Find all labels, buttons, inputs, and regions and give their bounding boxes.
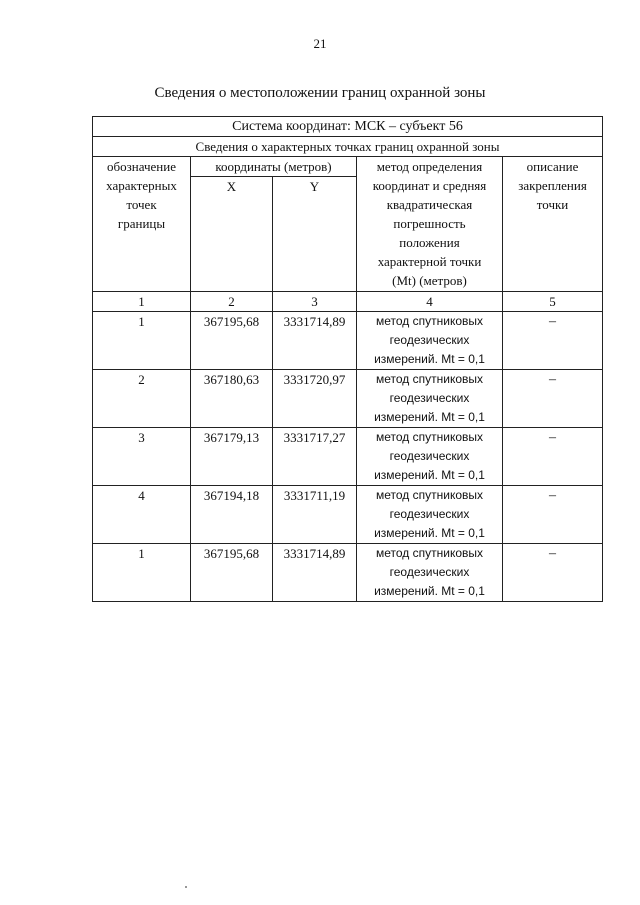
column-header-row [93, 157, 603, 177]
coordinates-column-header: координаты (метров) [191, 157, 357, 177]
page-number: 21 [313, 36, 327, 51]
x-coordinate: 367195,68 [191, 544, 273, 602]
y-column-header: Y [273, 177, 357, 292]
designation-column-header: обозначение характерных точек границы [93, 157, 191, 292]
description-column-header: описание закрепления точки [503, 157, 603, 292]
boundary-points-table [92, 116, 603, 602]
method-description: метод спутниковых геодезических измерений. Mt = 0,1 [357, 544, 503, 602]
column-number-row [93, 292, 603, 312]
x-coordinate: 367195,68 [191, 312, 273, 370]
y-coordinate: 3331711,19 [273, 486, 357, 544]
method-description: метод спутниковых геодезических измерений. Mt = 0,1 [357, 312, 503, 370]
coordinate-system-header: Система координат: МСК – субъект 56 [93, 117, 603, 137]
method-description: метод спутниковых геодезических измерений. Mt = 0,1 [357, 428, 503, 486]
marking-description: – [503, 428, 603, 486]
y-coordinate: 3331720,97 [273, 370, 357, 428]
point-id: 1 [93, 544, 191, 602]
marking-description: – [503, 312, 603, 370]
table-row [93, 312, 603, 370]
point-id: 1 [93, 312, 191, 370]
point-id: 4 [93, 486, 191, 544]
point-id: 2 [93, 370, 191, 428]
y-coordinate: 3331714,89 [273, 312, 357, 370]
x-coordinate: 367194,18 [191, 486, 273, 544]
marking-description: – [503, 370, 603, 428]
y-coordinate: 3331714,89 [273, 544, 357, 602]
marking-description: – [503, 544, 603, 602]
points-info-header: Сведения о характерных точках границ охранной зоны [93, 137, 603, 157]
points-info-row [93, 137, 603, 157]
method-description: метод спутниковых геодезических измерений. Mt = 0,1 [357, 486, 503, 544]
document-title: Сведения о местоположении границ охранной зоны [154, 85, 486, 101]
marking-description: – [503, 486, 603, 544]
column-number: 4 [357, 292, 503, 312]
table-row [93, 428, 603, 486]
method-description: метод спутниковых геодезических измерений. Mt = 0,1 [357, 370, 503, 428]
y-coordinate: 3331717,27 [273, 428, 357, 486]
column-number: 2 [191, 292, 273, 312]
scan-speck [185, 886, 187, 888]
point-id: 3 [93, 428, 191, 486]
column-number: 1 [93, 292, 191, 312]
table-row [93, 544, 603, 602]
x-column-header: X [191, 177, 273, 292]
column-number: 5 [503, 292, 603, 312]
x-coordinate: 367179,13 [191, 428, 273, 486]
coordinate-system-row [93, 117, 603, 137]
column-number: 3 [273, 292, 357, 312]
table-row [93, 370, 603, 428]
method-column-header: метод определения координат и средняя квадратическая погрешность положения характерной точки (Mt) (метров) [357, 157, 503, 292]
table-row [93, 486, 603, 544]
x-coordinate: 367180,63 [191, 370, 273, 428]
